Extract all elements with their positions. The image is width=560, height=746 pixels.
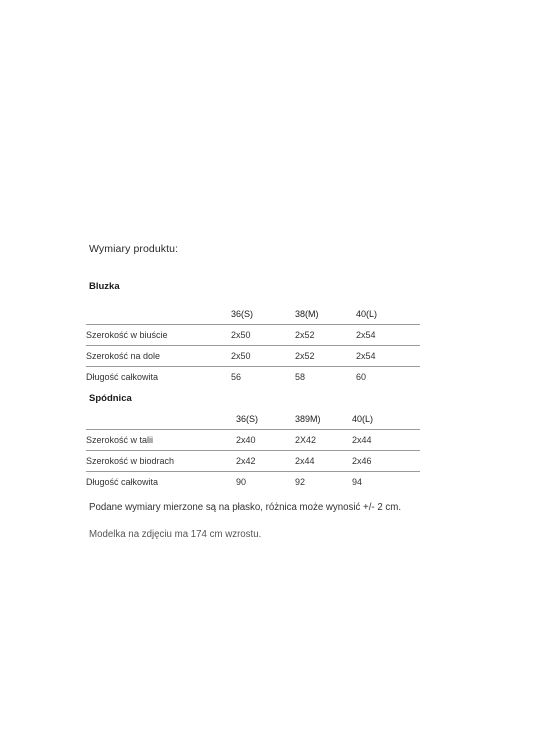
- table-row: [86, 472, 420, 493]
- table-cell: 2X42: [295, 430, 352, 451]
- row-label: Szerokość w biuście: [86, 325, 231, 346]
- table-row: [86, 346, 420, 367]
- row-label: Szerokość na dole: [86, 346, 231, 367]
- column-header: 389M): [295, 409, 352, 430]
- column-header: 36(S): [236, 409, 295, 430]
- table-header-row: [86, 409, 420, 430]
- column-header: 40(L): [356, 304, 420, 325]
- table-header-row: [86, 304, 420, 325]
- table-cell: 2x42: [236, 451, 295, 472]
- size-table-spodnica: [86, 409, 420, 492]
- measurement-note: Podane wymiary mierzone są na płasko, różnica może wynosić +/- 2 cm.: [89, 502, 402, 513]
- table-cell: 2x52: [295, 346, 356, 367]
- table-row: [86, 430, 420, 451]
- section-title-spodnica: Spódnica: [89, 393, 132, 404]
- table-cell: 2x50: [231, 346, 295, 367]
- column-header: 38(M): [295, 304, 356, 325]
- table-row: [86, 367, 420, 388]
- table-cell: 56: [231, 372, 242, 382]
- section-title-bluzka: Bluzka: [89, 281, 120, 292]
- table-cell: 2x54: [356, 325, 420, 346]
- table-cell: 2x50: [231, 325, 295, 346]
- table-cell: 58: [295, 372, 306, 382]
- table-cell: 2x52: [295, 325, 356, 346]
- column-header: 36(S): [231, 304, 295, 325]
- table-row: [86, 325, 420, 346]
- table-cell: 2x46: [352, 451, 420, 472]
- table-cell: 2x54: [356, 346, 420, 367]
- page-heading: Wymiary produktu:: [89, 243, 179, 255]
- table-cell: 90: [236, 477, 247, 487]
- table-row: [86, 451, 420, 472]
- row-label: Długość całkowita: [86, 372, 159, 382]
- size-table-bluzka: [86, 304, 420, 387]
- column-header: 40(L): [352, 409, 420, 430]
- header-empty-cell: [86, 409, 236, 430]
- table-cell: 2x44: [295, 451, 352, 472]
- table-cell: 94: [352, 477, 363, 487]
- table-cell: 92: [295, 477, 306, 487]
- table-cell: 60: [356, 372, 367, 382]
- row-label: Szerokość w talii: [86, 430, 236, 451]
- header-empty-cell: [86, 304, 231, 325]
- table-cell: 2x44: [352, 430, 420, 451]
- model-height-note: Modelka na zdjęciu ma 174 cm wzrostu.: [89, 529, 262, 540]
- row-label: Długość całkowita: [86, 477, 159, 487]
- row-label: Szerokość w biodrach: [86, 451, 236, 472]
- table-cell: 2x40: [236, 430, 295, 451]
